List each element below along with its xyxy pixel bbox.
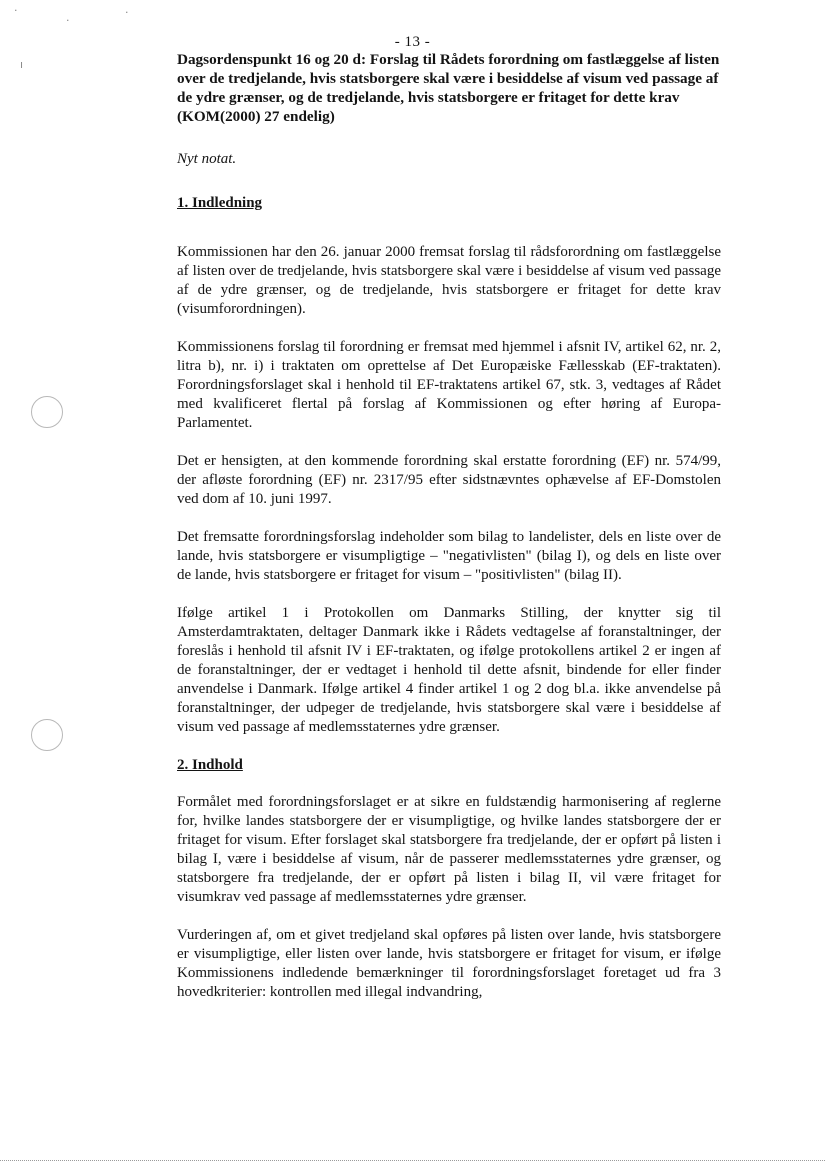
paragraph: Kommissionens forslag til forordning er fremsat med hjemmel i afsnit IV, artikel 62, nr. 2, litra b), nr. i) i traktaten om oprettelse af Det Europæiske Fællesskab (EF-traktaten). Forordningsforslaget skal i henhold til EF-traktatens artikel 67, stk. 3, vedtages af Rådet med kvalificeret flertal på forslag af Kommissionen og efter høring af Europa-Parlamentet. bbox=[177, 339, 721, 431]
section-heading-indledning: 1. Indledning bbox=[177, 195, 263, 211]
paragraph: Kommissionen har den 26. januar 2000 fremsat forslag til rådsforordning om fastlæggelse af listen over de tredjelande, hvis statsborgere skal være i besiddelse af visum ved passage af de ydre grænser, og de tredjelande, hvis statsborgere er fritaget for dette krav (visumforordningen). bbox=[177, 244, 721, 317]
document-body bbox=[177, 50, 721, 1002]
paragraph: Vurderingen af, om et givet tredjeland skal opføres på listen over lande, hvis statsborgere er visumpligtige, eller listen over lande, hvis statsborgere er fritaget for visum, er ifølge Kommissionens indledende bemærkninger til forordningsforslaget foretaget ud fra 3 hovedkriterier: kontrollen med illegal indvandring, bbox=[177, 927, 721, 1000]
scan-bottom-edge bbox=[0, 1160, 825, 1161]
section-heading-indhold: 2. Indhold bbox=[177, 757, 243, 773]
punch-hole-lower bbox=[31, 719, 63, 751]
page-number: - 13 - bbox=[394, 34, 431, 50]
paragraph: Ifølge artikel 1 i Protokollen om Danmarks Stilling, der knytter sig til Amsterdamtraktaten, deltager Danmark ikke i Rådets vedtagelse af foranstaltninger, der foreslås i henhold til afsnit IV i EF-traktaten, og ifølge protokollens artikel 2 er ingen af de foranstaltninger, der er vedtaget i henhold til dette afsnit, bindende for eller finder anvendelse i Danmark. Ifølge artikel 4 finder artikel 1 og 2 dog bl.a. ikke anvendelse på foranstaltninger, der udpeger de tredjelande, hvis statsborgere skal være i besiddelse af visum ved passage af medlemsstaternes ydre grænser. bbox=[177, 605, 721, 735]
agenda-title: Dagsordenspunkt 16 og 20 d: Forslag til Rådets forordning om fastlæggelse af listen over de tredjelande, hvis statsborgere skal være i besiddelse af visum ved passage af de ydre grænser, og de tredjelande, hvis statsborgere er fritaget for dette krav (KOM(2000) 27 endelig) bbox=[177, 51, 720, 125]
scan-mark-top-right: · bbox=[125, 6, 129, 19]
punch-hole-upper bbox=[31, 396, 63, 428]
scan-mark-margin: ı bbox=[20, 58, 24, 71]
note-label: Nyt notat. bbox=[177, 151, 237, 167]
scan-mark-top: · bbox=[66, 14, 70, 27]
paragraph: Det er hensigten, at den kommende forordning skal erstatte forordning (EF) nr. 574/99, der afløste forordning (EF) nr. 2317/95 efter sidstnævntes ophævelse af EF-Domstolen ved dom af 10. juni 1997. bbox=[177, 453, 721, 507]
paragraph: Det fremsatte forordningsforslag indeholder som bilag to landelister, dels en liste over de lande, hvis statsborgere er visumpligtige – "negativlisten" (bilag I), og dels en liste over de lande, hvis statsborgere er fritaget for visum – "positivlisten" (bilag II). bbox=[177, 529, 721, 583]
scan-mark-top-left: · bbox=[14, 4, 18, 17]
paragraph: Formålet med forordningsforslaget er at sikre en fuldstændig harmonisering af reglerne for, hvilke landes statsborgere der er visumpligtige, og hvilke landes statsborgere der er fritaget for visum. Efter forslaget skal statsborgere fra tredjelande, der er opført på listen i bilag I, være i besiddelse af visum, når de passerer medlemsstaternes ydre grænser, og statsborgere fra tredjelande, der er opført på listen i bilag II, vil være fritaget for visumkrav ved passage af medlemsstaternes ydre grænser. bbox=[177, 794, 721, 905]
